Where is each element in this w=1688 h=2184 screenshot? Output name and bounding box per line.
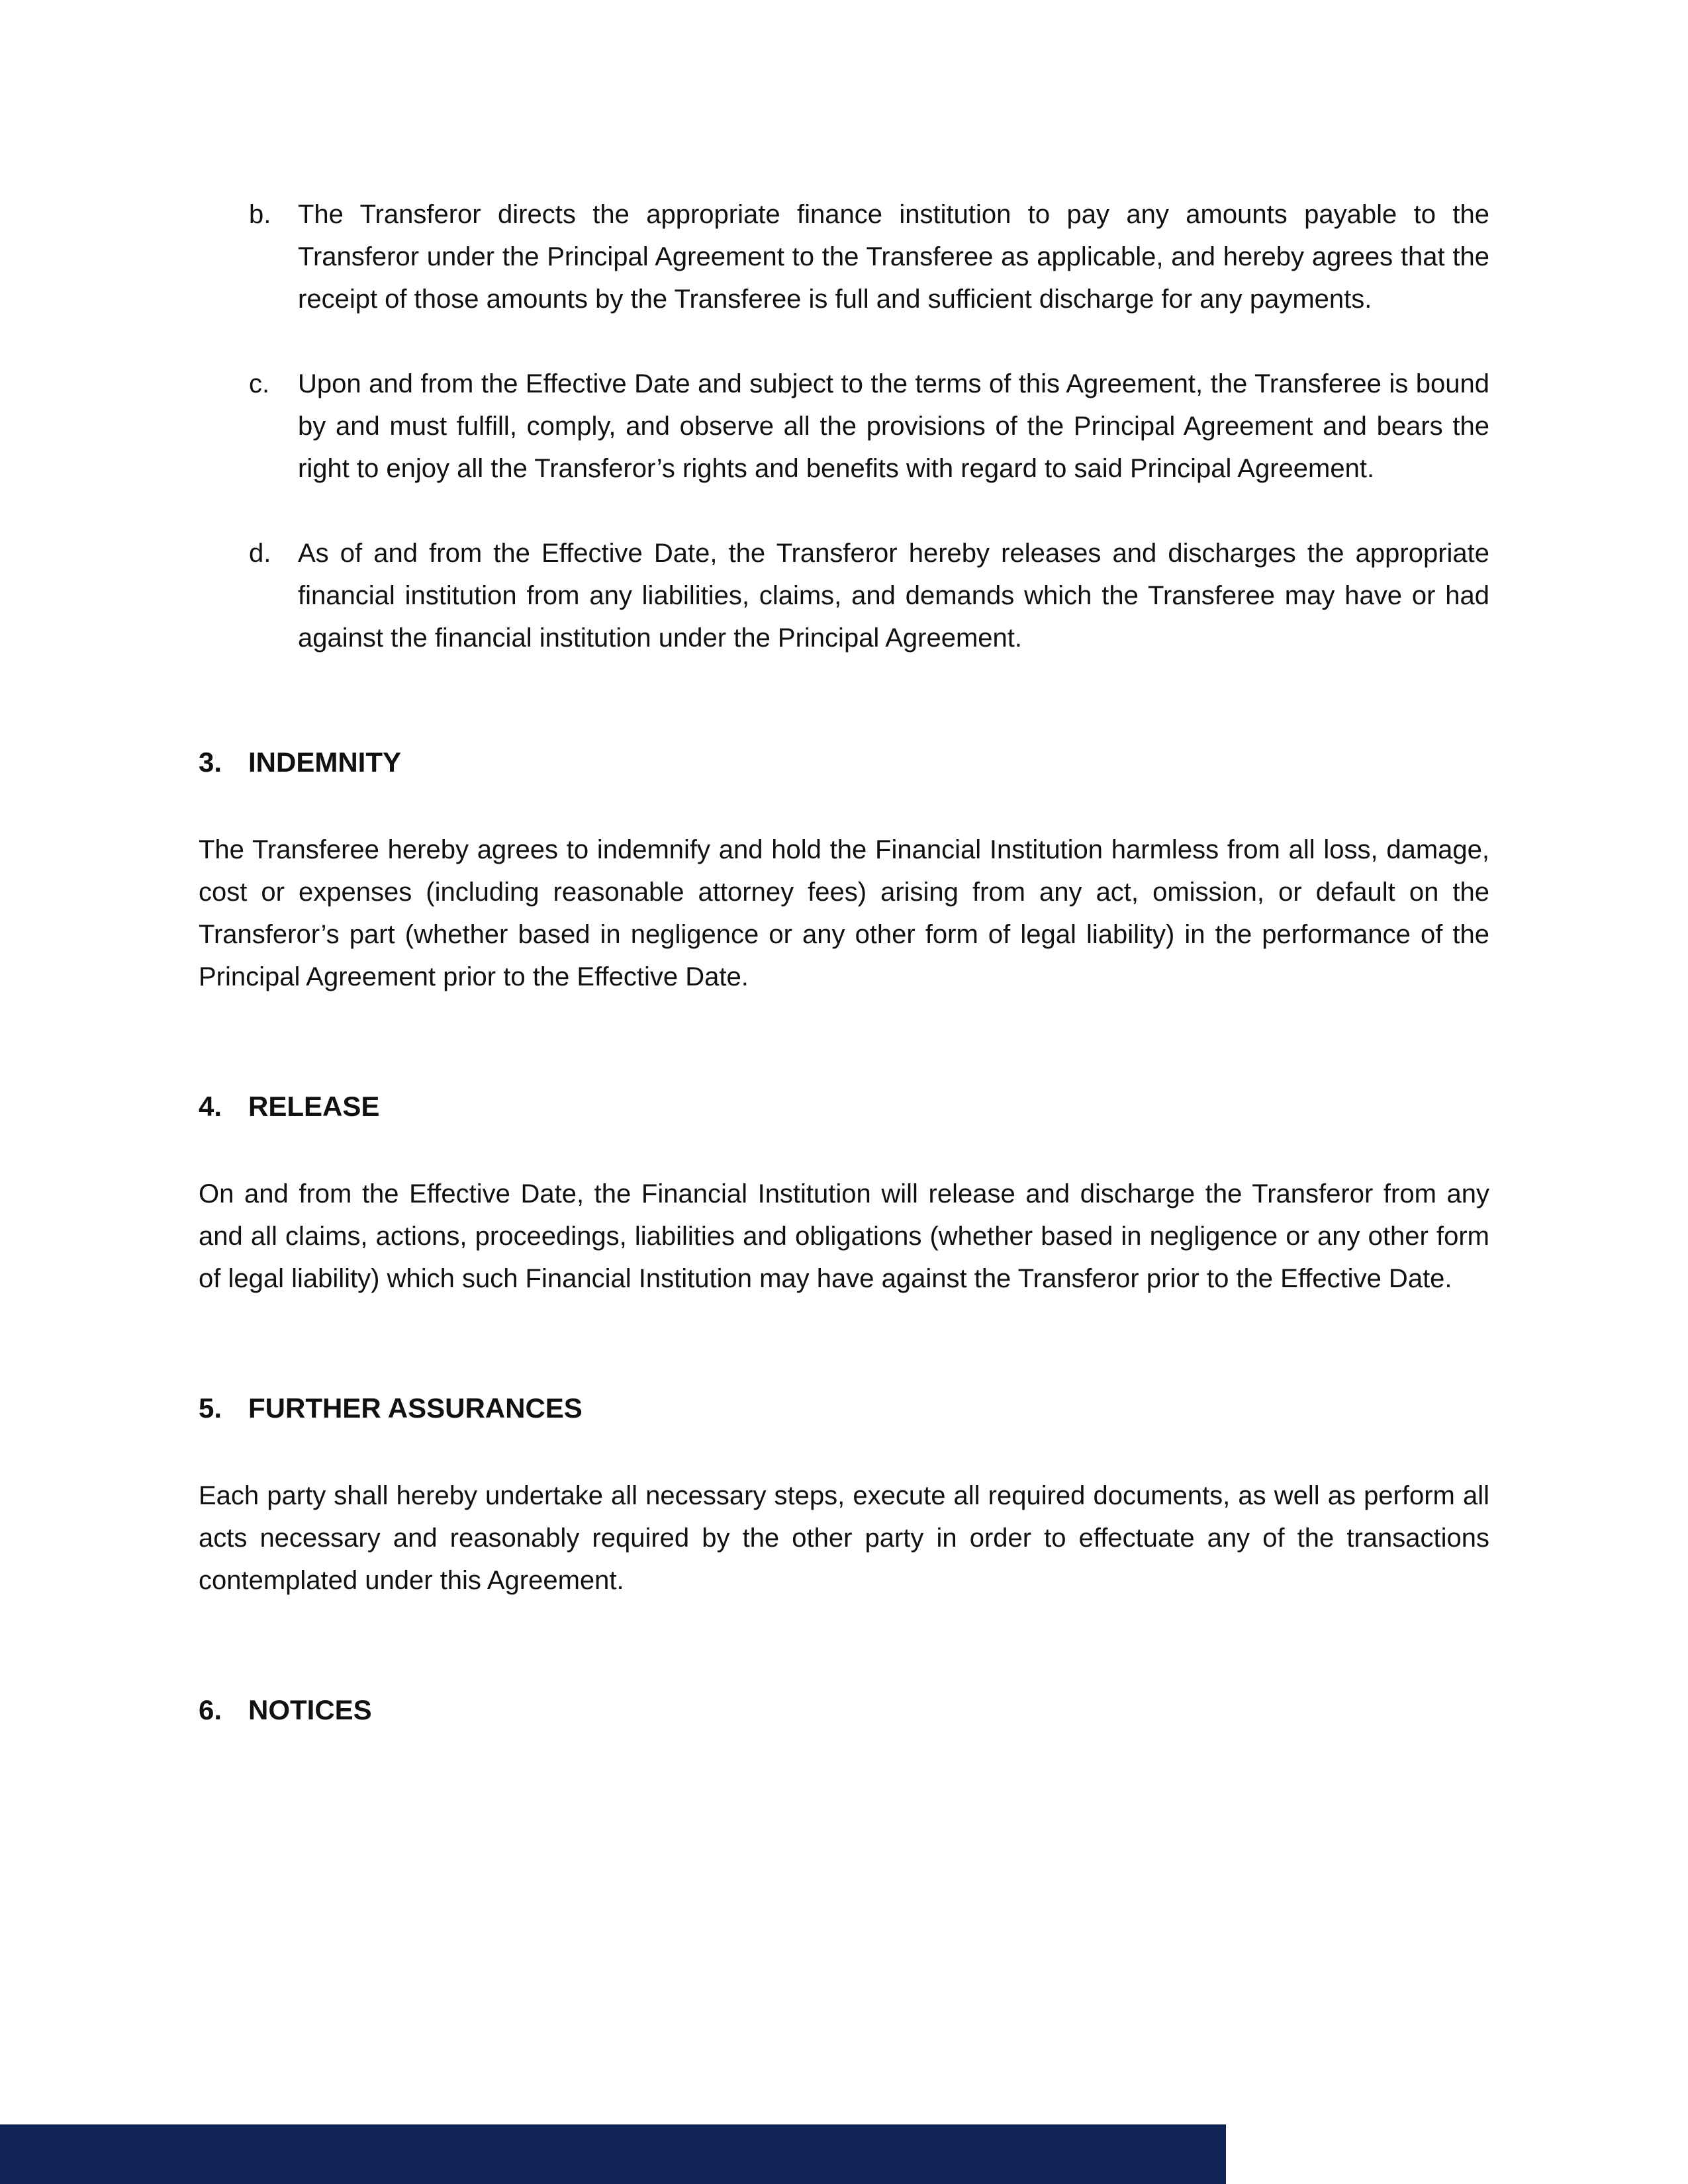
list-marker: c. xyxy=(249,369,270,398)
footer-bar xyxy=(0,2124,1226,2184)
section-body: On and from the Effective Date, the Financial Institution will release and discharge the Transferor from any and all claims, actions, proceedings, liabilities and obligations (whether based in negligence or any other form of legal liability) which such Financial Institution may have against the Transferor prior to the Effective Date. xyxy=(199,1179,1489,1293)
list-marker: b. xyxy=(249,200,271,229)
list-item xyxy=(199,532,1489,659)
list-item xyxy=(199,193,1489,320)
section-heading xyxy=(199,1085,1489,1128)
document-content xyxy=(199,193,1489,1731)
section-title: INDEMNITY xyxy=(248,747,401,778)
list-item-text: The Transferor directs the appropriate finance institution to pay any amounts payable to the Transferor under the Principal Agreement to the Transferee as applicable, and hereby agrees that the receipt of those amounts by the Transferee is full and sufficient discharge for any payments. xyxy=(298,200,1489,314)
section-number: 6. xyxy=(199,1694,222,1725)
list-item-text: As of and from the Effective Date, the Transferor hereby releases and discharges the appropriate financial institution from any liabilities, claims, and demands which the Transferee may have or had against the financial institution under the Principal Agreement. xyxy=(298,539,1489,653)
clause-list xyxy=(199,193,1489,659)
section-title: FURTHER ASSURANCES xyxy=(248,1392,583,1424)
list-item xyxy=(199,363,1489,490)
section-number: 5. xyxy=(199,1392,222,1424)
section-further-assurances xyxy=(199,1387,1489,1602)
list-marker: d. xyxy=(249,539,271,568)
section-title: RELEASE xyxy=(248,1091,380,1122)
section-number: 4. xyxy=(199,1091,222,1122)
section-body: The Transferee hereby agrees to indemnify and hold the Financial Institution harmless from all loss, damage, cost or expenses (including reasonable attorney fees) arising from any act, omission, or default on the Transferor’s part (whether based in negligence or any other form of legal liability) in the performance of the Principal Agreement prior to the Effective Date. xyxy=(199,835,1489,991)
section-heading xyxy=(199,1689,1489,1731)
section-title: NOTICES xyxy=(248,1694,372,1725)
section-body: Each party shall hereby undertake all necessary steps, execute all required documents, as well as perform all acts necessary and reasonably required by the other party in order to effectuate any of the transactions contemplated under this Agreement. xyxy=(199,1481,1489,1595)
section-indemnity xyxy=(199,741,1489,998)
section-heading xyxy=(199,1387,1489,1430)
list-item-text: Upon and from the Effective Date and subject to the terms of this Agreement, the Transferee is bound by and must fulfill, comply, and observe all the provisions of the Principal Agreement and bears the right to enjoy all the Transferor’s rights and benefits with regard to said Principal Agreement. xyxy=(298,369,1489,483)
section-heading xyxy=(199,741,1489,784)
section-notices xyxy=(199,1689,1489,1731)
section-number: 3. xyxy=(199,747,222,778)
section-release xyxy=(199,1085,1489,1300)
